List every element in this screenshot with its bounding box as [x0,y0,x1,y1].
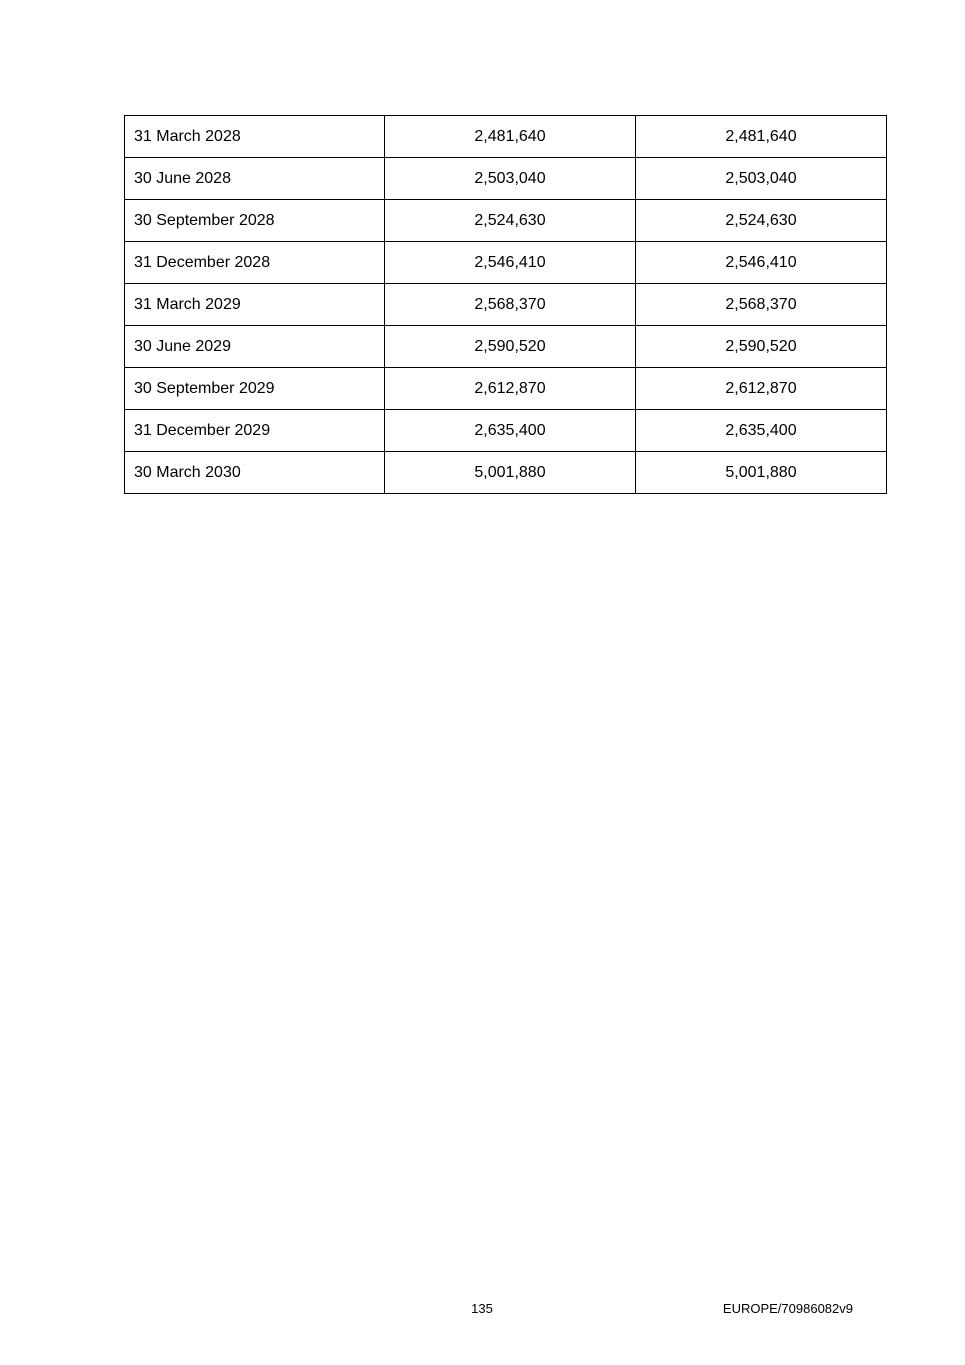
amount-cell: 2,524,630 [636,200,887,242]
table-row [125,368,887,410]
amount-cell: 2,590,520 [636,326,887,368]
amount-cell: 2,635,400 [385,410,636,452]
date-cell: 31 March 2029 [125,284,385,326]
amount-cell: 2,612,870 [636,368,887,410]
document-reference: EUROPE/70986082v9 [722,1301,853,1316]
amount-cell: 2,590,520 [385,326,636,368]
amount-cell: 2,503,040 [636,158,887,200]
table-body [125,116,887,494]
date-cell: 31 December 2029 [125,410,385,452]
date-cell: 31 December 2028 [125,242,385,284]
date-cell: 30 June 2029 [125,326,385,368]
page-number: 135 [471,1301,493,1316]
amount-cell: 2,524,630 [385,200,636,242]
amount-cell: 2,568,370 [385,284,636,326]
table-row [125,116,887,158]
date-cell: 30 March 2030 [125,452,385,494]
date-cell: 30 September 2028 [125,200,385,242]
repayment-schedule-table [124,115,887,494]
amount-cell: 2,503,040 [385,158,636,200]
amount-cell: 2,481,640 [385,116,636,158]
amount-cell: 2,481,640 [636,116,887,158]
table-row [125,284,887,326]
table-row [125,452,887,494]
date-cell: 30 September 2029 [125,368,385,410]
date-cell: 31 March 2028 [125,116,385,158]
amount-cell: 2,612,870 [385,368,636,410]
table-row [125,410,887,452]
table-row [125,326,887,368]
amount-cell: 2,546,410 [636,242,887,284]
amount-cell: 2,635,400 [636,410,887,452]
date-cell: 30 June 2028 [125,158,385,200]
table-row [125,158,887,200]
amount-cell: 2,546,410 [385,242,636,284]
amount-cell: 5,001,880 [636,452,887,494]
table-row [125,242,887,284]
amount-cell: 2,568,370 [636,284,887,326]
table-row [125,200,887,242]
amount-cell: 5,001,880 [385,452,636,494]
